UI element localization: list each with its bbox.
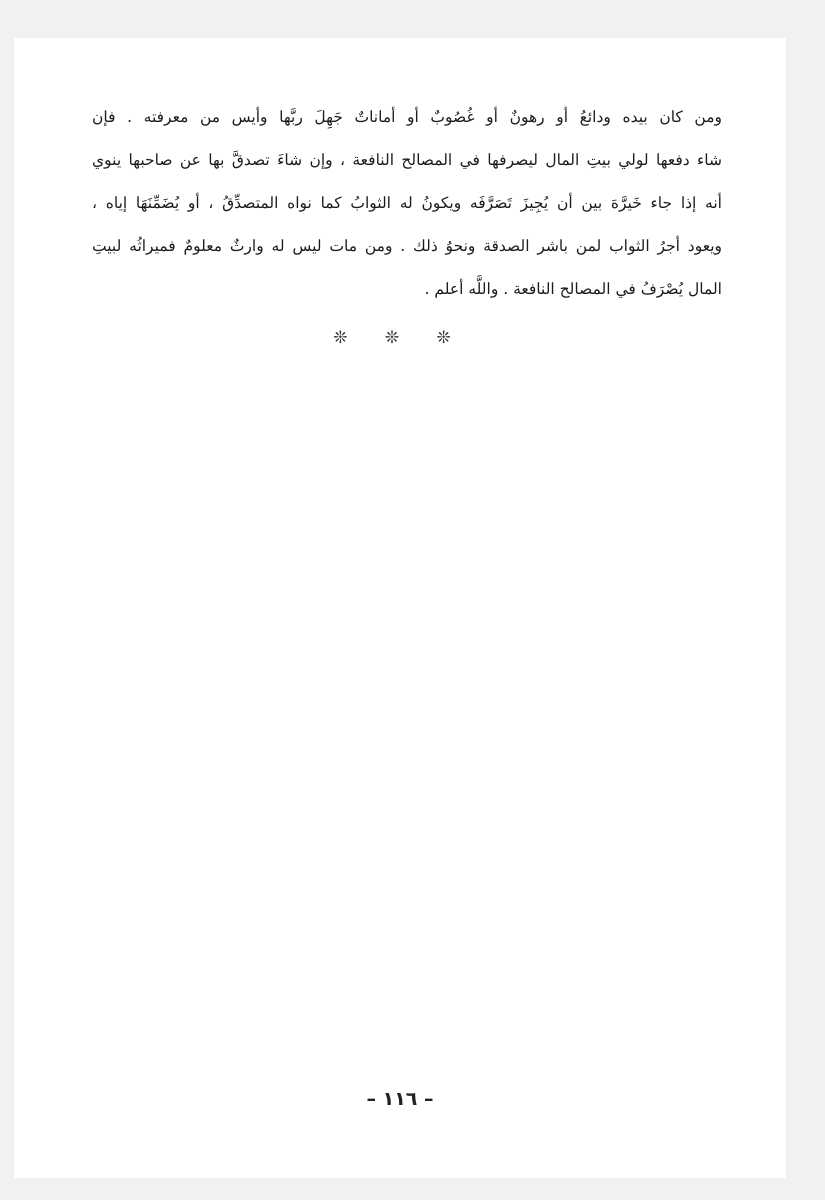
- section-separator: ❊ ❊ ❊: [333, 328, 467, 348]
- text-line: ومن كان بيده ودائعُ أو رهونٌ أو غُصُوبٌ أو أماناتٌ جَهِلَ ربَّها وأيس من معرفته . فإن: [92, 108, 722, 126]
- body-text: [92, 96, 722, 311]
- text-line: شاء دفعها لولي بيتِ المال ليصرفها في المصالح النافعة ، وإن شاءَ تصدقَّ بها عن صاحبها ينوي: [92, 151, 722, 169]
- text-line: ويعود أجرُ الثواب لمن باشر الصدقة ونحوُ ذلك . ومن مات ليس له وارثٌ معلومٌ فميراثُه لبيتِ: [92, 237, 722, 255]
- text-line: أنه إذا جاء خَيرَّهَ بين أن يُجِيزَ تَصَرَّفَه ويكونُ له الثوابُ كما نواه المتصدِّقُ ، أو يُضَمِّنَهَا إياه ،: [92, 194, 722, 212]
- page-number: – ١١٦ –: [366, 1088, 434, 1110]
- page: [14, 38, 786, 1178]
- text-line: المال يُصْرَفُ في المصالح النافعة . واللَّه أعلم .: [424, 280, 722, 298]
